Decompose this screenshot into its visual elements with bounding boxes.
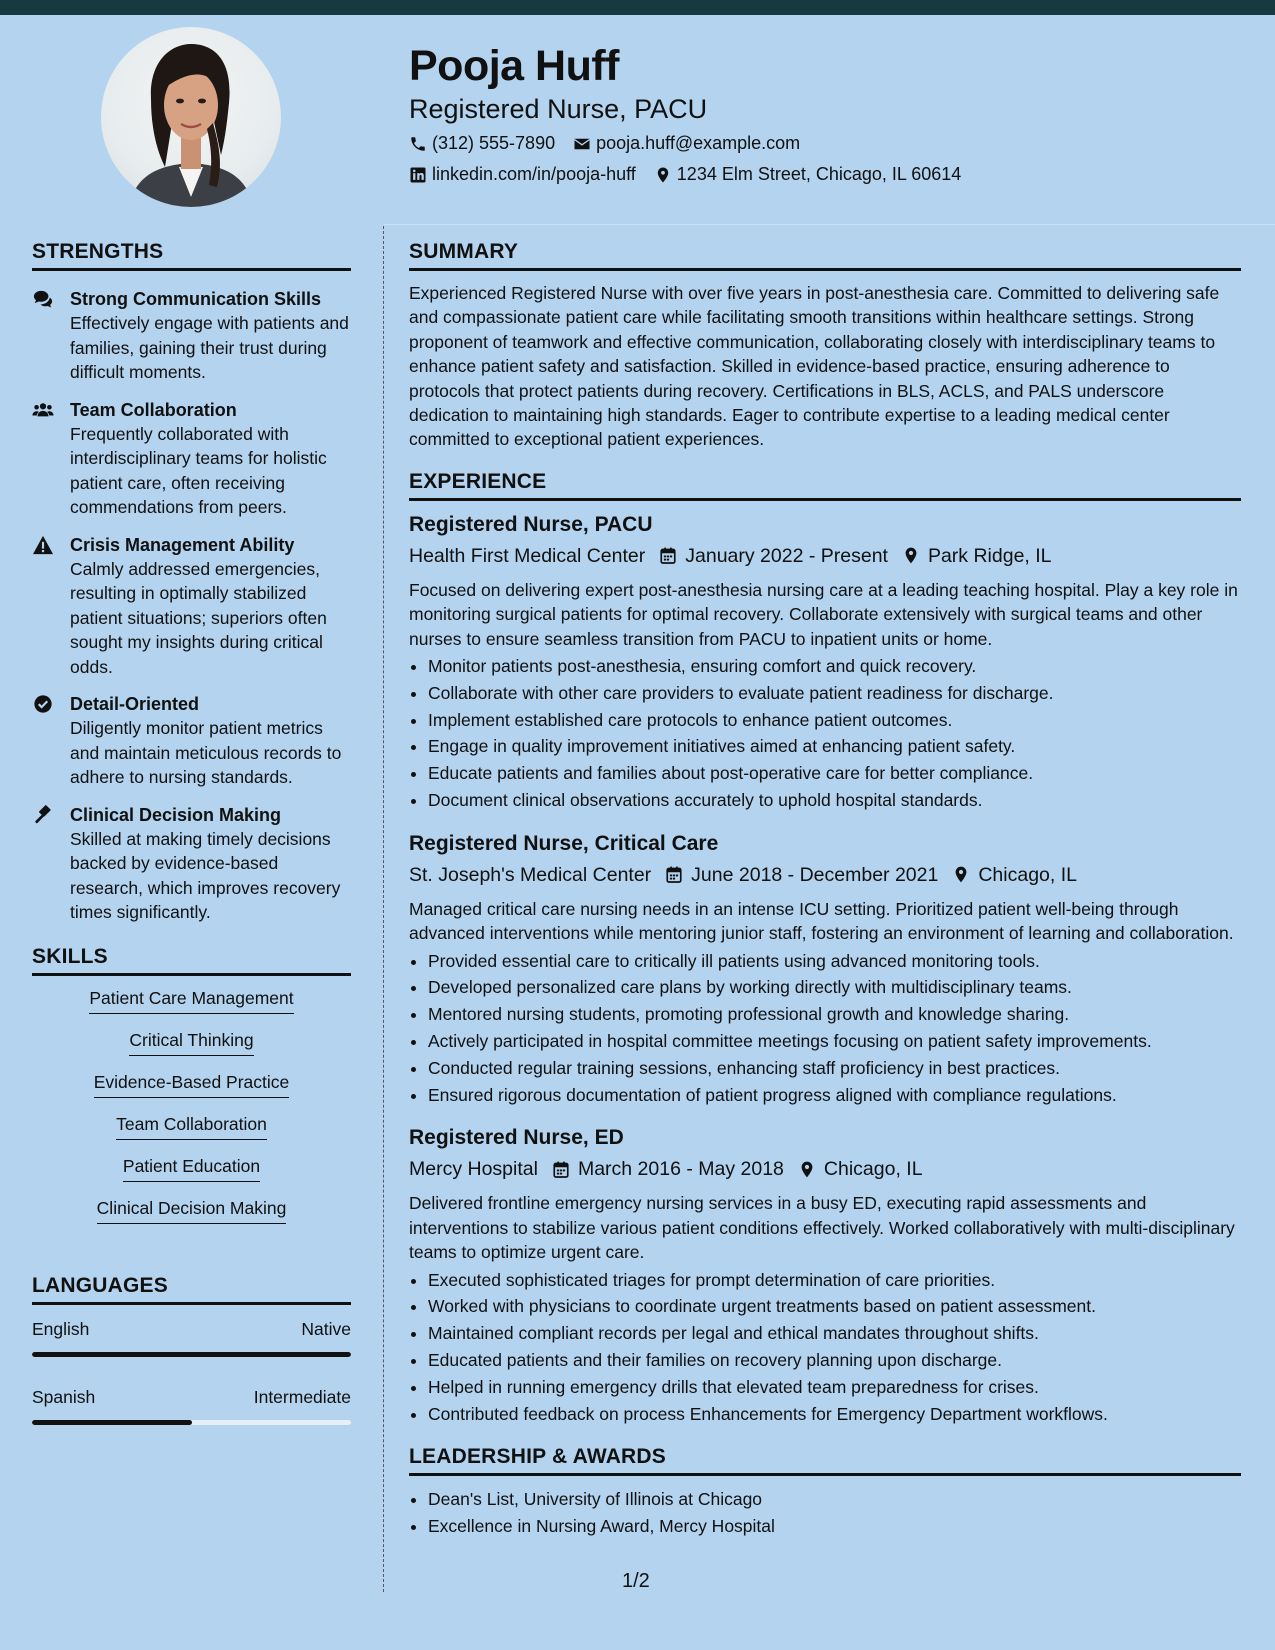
profile-photo <box>101 27 281 207</box>
strength-desc: Diligently monitor patient metrics and maintain meticulous records to adhere to nursing standards. <box>70 718 342 787</box>
job-bullet: • Executed sophisticated triages for prompt determination of care priorities. <box>428 1267 1241 1294</box>
summary-heading: SUMMARY <box>409 240 1241 271</box>
language-name: Spanish <box>32 1386 96 1407</box>
job-meta <box>409 541 1241 571</box>
email-text: pooja.huff@example.com <box>596 133 801 153</box>
strength-item <box>32 533 351 680</box>
strengths-list <box>32 287 351 925</box>
candidate-title: Registered Nurse, PACU <box>409 94 708 124</box>
job-entry <box>409 511 1241 814</box>
skill-tag: Team Collaboration <box>116 1112 267 1140</box>
job-employer: St. Joseph's Medical Center <box>409 863 652 886</box>
experience-heading: EXPERIENCE <box>409 470 1241 501</box>
header-rule <box>384 224 1275 225</box>
skill-tag: Clinical Decision Making <box>97 1196 287 1224</box>
job-meta <box>409 1154 1241 1184</box>
skill-tag: Critical Thinking <box>129 1028 253 1056</box>
job-bullet: • Implement established care protocols to enhance patient outcomes. <box>428 707 1241 734</box>
job-location: Park Ridge, IL <box>927 544 1052 567</box>
users-icon <box>32 400 54 420</box>
job-bullet: • Collaborate with other care providers to evaluate patient readiness for discharge. <box>428 680 1241 707</box>
map-marker-icon <box>798 1160 816 1179</box>
languages-heading: LANGUAGES <box>32 1274 351 1305</box>
job-bullets <box>409 948 1241 1109</box>
phone-icon <box>409 135 427 153</box>
skill-tag: Patient Care Management <box>89 986 293 1014</box>
calendar-icon <box>552 1160 570 1179</box>
job-bullet: • Educate patients and families about post-operative care for better compliance. <box>428 760 1241 787</box>
job-bullets <box>409 1267 1241 1428</box>
skills-list <box>32 986 351 1238</box>
job-bullet: • Worked with physicians to coordinate urgent treatments based on patient assessment. <box>428 1293 1241 1320</box>
job-description: Delivered frontline emergency nursing services in a busy ED, executing rapid assessments and interventions to stabilize various patient conditions effectively. Worked collaboratively with multi-disciplinary teams to optimize urgent care. <box>409 1193 1235 1263</box>
language-item <box>32 1387 351 1425</box>
contact-row-1 <box>409 133 800 154</box>
envelope-icon <box>573 135 591 153</box>
top-bar <box>0 0 1275 15</box>
linkedin-text: linkedin.com/in/pooja-huff <box>432 164 636 184</box>
job-bullet: • Conducted regular training sessions, enhancing staff proficiency in best practices. <box>428 1055 1241 1082</box>
linkedin-contact[interactable] <box>409 164 636 185</box>
calendar-icon <box>659 546 677 565</box>
candidate-name: Pooja Huff <box>409 42 619 90</box>
award-item: • Excellence in Nursing Award, Mercy Hospital <box>428 1513 1241 1540</box>
strength-name: Crisis Management Ability <box>70 534 295 555</box>
right-column <box>409 240 1241 1540</box>
language-name: English <box>32 1318 90 1339</box>
email-contact[interactable] <box>573 133 800 154</box>
language-proficiency-bar <box>32 1352 351 1357</box>
phone-text: (312) 555-7890 <box>432 133 556 153</box>
job-description: Focused on delivering expert post-anesthesia nursing care at a leading teaching hospital. Play a key role in monitoring surgical patients for optimal recovery. Collaborate extensively with surgical teams and other nurses to ensure seamless transition from PACU to inpatient units or home. <box>409 579 1238 649</box>
job-meta <box>409 860 1241 890</box>
summary-text: Experienced Registered Nurse with over five years in post-anesthesia care. Committed to delivering safe and compassionate patient care while facilitating smooth transitions within healthcare settings. Strong proponent of teamwork and effective communication, collaborating closely with interdisciplinary teams to enhance patient safety and satisfaction. Skilled in evidence-based practice, ensuring adherence to protocols that protect patients during recovery. Certifications in BLS, ACLS, and PALS underscore dedication to maintaining high standards. Eager to contribute expertise to a leading medical center committed to exceptional patient experiences. <box>409 283 1220 450</box>
job-bullet: • Developed personalized care plans by working directly with multidisciplinary teams. <box>428 974 1241 1001</box>
address-contact <box>654 164 962 185</box>
job-entry <box>409 1124 1241 1427</box>
job-bullet: • Contributed feedback on process Enhancements for Emergency Department workflows. <box>428 1401 1241 1428</box>
job-employer: Health First Medical Center <box>409 544 646 567</box>
phone-contact[interactable] <box>409 133 555 154</box>
language-level: Native <box>301 1318 351 1339</box>
language-proficiency-fill <box>32 1352 351 1357</box>
strength-name: Clinical Decision Making <box>70 804 282 825</box>
job-bullet: • Ensured rigorous documentation of patient progress aligned with compliance regulations. <box>428 1082 1241 1109</box>
map-marker-icon <box>654 166 672 184</box>
map-marker-icon <box>952 865 970 884</box>
strength-desc: Frequently collaborated with interdisciplinary teams for holistic patient care, often receiving commendations from peers. <box>70 423 327 517</box>
job-bullet: • Helped in running emergency drills that elevated team preparedness for crises. <box>428 1374 1241 1401</box>
strength-desc: Skilled at making timely decisions backed by evidence-based research, which improves recovery times significantly. <box>70 828 341 922</box>
job-entry <box>409 830 1241 1109</box>
strength-item <box>32 803 351 925</box>
linkedin-icon <box>409 166 427 184</box>
map-marker-icon <box>902 546 920 565</box>
strength-name: Strong Communication Skills <box>70 289 322 309</box>
job-bullet: • Document clinical observations accurately to uphold hospital standards. <box>428 787 1241 814</box>
warning-icon <box>32 535 54 555</box>
strengths-heading: STRENGTHS <box>32 240 351 271</box>
job-bullet: • Educated patients and their families on recovery planning upon discharge. <box>428 1347 1241 1374</box>
skills-heading: SKILLS <box>32 945 351 976</box>
skill-tag: Evidence-Based Practice <box>94 1070 290 1098</box>
job-bullet: • Provided essential care to critically ill patients using advanced monitoring tools. <box>428 948 1241 975</box>
job-bullets <box>409 653 1241 814</box>
job-bullet: • Mentored nursing students, promoting professional growth and knowledge sharing. <box>428 1001 1241 1028</box>
strength-desc: Effectively engage with patients and families, gaining their trust during difficult moments. <box>70 313 349 382</box>
job-location: Chicago, IL <box>978 863 1077 886</box>
language-item <box>32 1319 351 1357</box>
strength-item <box>32 398 351 520</box>
calendar-icon <box>665 865 683 884</box>
skill-tag: Patient Education <box>123 1154 260 1182</box>
job-dates: March 2016 - May 2018 <box>577 1158 784 1181</box>
strength-desc: Calmly addressed emergencies, resulting in optimally stabilized patient situations; superiors often sought my insights during critical odds. <box>70 558 327 677</box>
language-level: Intermediate <box>253 1386 351 1407</box>
contact-row-2 <box>409 164 961 185</box>
language-proficiency-fill <box>32 1420 192 1425</box>
awards-list <box>409 1486 1241 1540</box>
column-divider <box>383 226 384 1592</box>
job-role: Registered Nurse, Critical Care <box>409 831 719 855</box>
language-proficiency-bar <box>32 1420 351 1425</box>
awards-heading: LEADERSHIP & AWARDS <box>409 1445 1241 1476</box>
strength-item <box>32 287 351 385</box>
job-bullet: • Monitor patients post-anesthesia, ensuring comfort and quick recovery. <box>428 653 1241 680</box>
gavel-icon <box>32 805 54 825</box>
job-bullet: • Maintained compliant records per legal and ethical mandates throughout shifts. <box>428 1320 1241 1347</box>
job-role: Registered Nurse, PACU <box>409 512 653 536</box>
job-employer: Mercy Hospital <box>409 1158 538 1181</box>
address-text: 1234 Elm Street, Chicago, IL 60614 <box>676 164 962 184</box>
check-circle-icon <box>32 694 54 714</box>
strength-name: Team Collaboration <box>70 399 237 420</box>
job-location: Chicago, IL <box>823 1158 923 1181</box>
job-role: Registered Nurse, ED <box>409 1126 624 1150</box>
job-bullet: • Engage in quality improvement initiatives aimed at enhancing patient safety. <box>428 733 1241 760</box>
job-dates: January 2022 - Present <box>685 544 888 567</box>
award-item: • Dean's List, University of Illinois at Chicago <box>428 1486 1241 1513</box>
strength-item <box>32 692 351 790</box>
comments-icon <box>32 289 54 309</box>
job-dates: June 2018 - December 2021 <box>691 863 939 886</box>
left-column <box>32 240 351 1425</box>
job-description: Managed critical care nursing needs in an intense ICU setting. Prioritized patient well-being through advanced interventions while mentoring junior staff, fostering an environment of learning and collaboration. <box>409 898 1234 944</box>
strength-name: Detail-Oriented <box>70 694 200 714</box>
job-bullet: • Actively participated in hospital committee meetings focusing on patient safety improvements. <box>428 1028 1241 1055</box>
page-number: 1/2 <box>622 1570 650 1592</box>
